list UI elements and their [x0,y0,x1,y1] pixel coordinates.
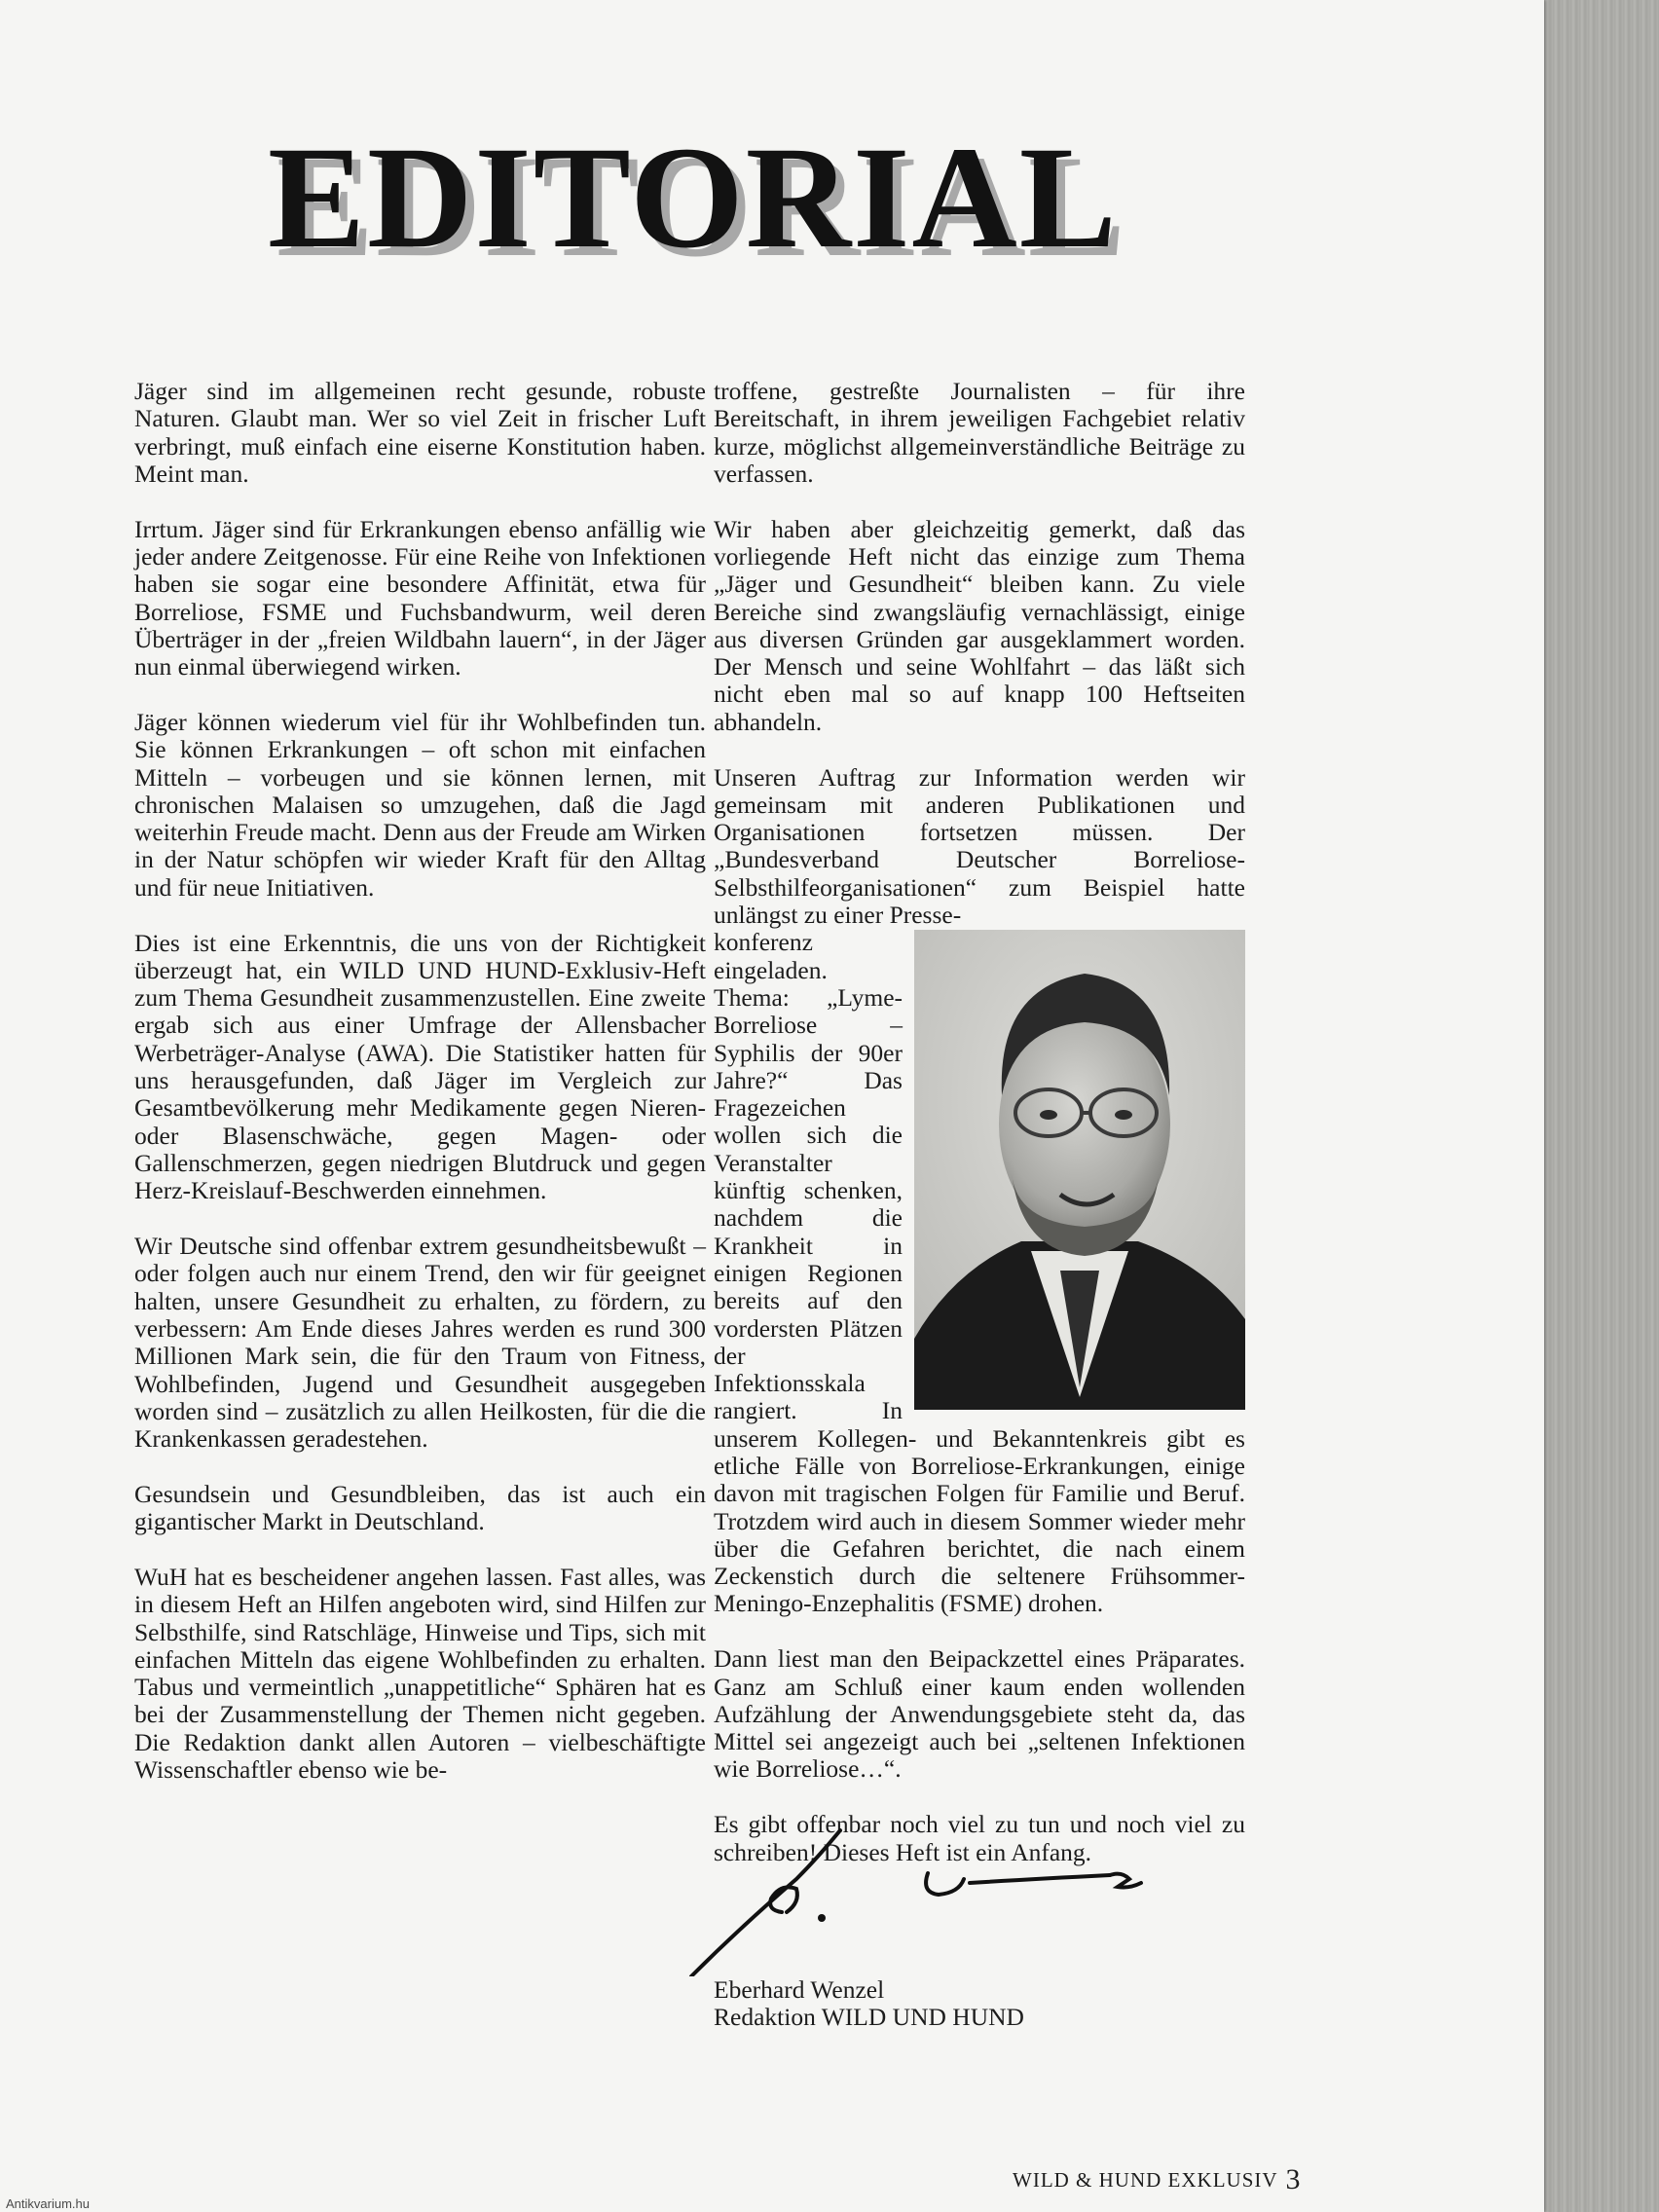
author-name: Eberhard Wenzel [714,1975,885,2004]
signature-block [682,1821,1207,2032]
watermark: Antikvarium.hu [6,2196,90,2211]
footer-magazine-name: WILD & HUND EXKLUSIV [1013,2168,1278,2192]
right-paragraph-5: Es gibt offenbar noch viel zu tun und noch viel zu schreiben! Dieses Heft ist ein Anfang. [714,1810,1245,1866]
right-column [714,378,1245,1894]
left-paragraph-1: Jäger sind im allgemeinen recht gesunde, robuste Naturen. Glaubt man. Wer so viel Zeit in frischer Luft verbringt, muß einfach eine eiserne Konstitution haben. Meint man. [134,377,706,488]
right-paragraph-1: troffene, gestreßte Journalisten – für ihre Bereitschaft, in ihrem jeweiligen Fachgebiet relativ kurze, möglichst allgemeinverständliche Beiträge zu verfassen. [714,377,1245,488]
page-edge [1544,0,1659,2212]
page-footer [1013,2163,1302,2196]
left-paragraph-6: Gesundsein und Gesundbleiben, das ist auch ein gigantischer Markt in Deutschland. [134,1479,706,1536]
page-title: EDITORIAL [268,117,1119,278]
left-paragraph-4: Dies ist eine Erkenntnis, die uns von der Richtigkeit überzeugt hat, ein WILD UND HUND-Exklusiv-Heft zum Thema Gesundheit zusammenzustellen. Eine zweite ergab sich aus einer Umfrage der Allensbacher Werbeträger-Analyse (AWA). Die Statistiker hatten für uns herausgefunden, daß Jäger im Vergleich zur Gesamtbevölkerung mehr Medikamente gegen Nieren- oder Blasenschwäche, gegen Magen- oder Gallenschmerzen, gegen niedrigen Blutdruck und gegen Herz-Kreislauf-Beschwerden einnehmen. [134,928,706,1205]
right-paragraph-2: Wir haben aber gleichzeitig gemerkt, daß das vorliegende Heft nicht das einzige zum Thema „Jäger und Gesundheit“ bleiben kann. Zu viele Bereiche sind zwangsläufig vernachlässigt, einige aus diversen Gründen gar ausgeklammert worden. Der Mensch und seine Wohlfahrt – das läßt sich nicht eben mal so auf knapp 100 Heftseiten abhandeln. [714,514,1245,736]
left-paragraph-2: Irrtum. Jäger sind für Erkrankungen ebenso anfällig wie jeder andere Zeitgenosse. Für eine Reihe von Infektionen haben sie sogar eine besondere Affinität, etwa für Borreliose, FSME und Fuchsbandwurm, weil deren Überträger in der „freien Wildbahn lauern“, in der Jäger nun einmal überwiegend wirken. [134,514,706,682]
left-paragraph-7: WuH hat es bescheidener angehen lassen. Fast alles, was in diesem Heft an Hilfen angeboten wird, sind Hilfen zur Selbsthilfe, sind Ratschläge, Hinweise und Tips, sich mit einfachen Mitteln das eigene Wohlbefinden zu erhalten. Tabus und vermeintlich „unappetitliche“ Sphären hat es bei der Zusammenstellung der Themen nicht gegeben. Die Redaktion dankt allen Autoren – vielbeschäftigte Wissenschaftler ebenso wie be- [134,1562,706,1785]
right-paragraph-3a: Unseren Auftrag zur Information werden wir gemeinsam mit anderen Publikationen und Organisationen fortsetzen müssen. Der „Bundesverband Deutscher Borreliose-Selbsthilfeorganisationen“ zum Beispiel hatte unlängst zu einer Presse- [714,762,1245,930]
right-paragraph-3b: konferenz eingeladen. Thema: „Lyme-Borreliose – Syphilis der 90er Jahre?“ Das Fragezeichen wollen sich die Veranstalter künftig schenken, nachdem die Krankheit in einigen Regionen bereits auf den vordersten Plätzen der Infektionsskala rangiert. In unserem Kollegen- und Bekanntenkreis gibt es etliche Fälle von Borreliose-Erkrankungen, einige davon mit tragischen Folgen für Familie und Beruf. Trotzdem wird auch in diesem Sommer wieder mehr über die Gefahren berichtet, die nach einem Zeckenstich durch die seltenere Frühsommer-Meningo-Enzephalitis (FSME) drohen. [714,928,1245,1618]
handwritten-signature [682,1821,1207,1976]
author-role: Redaktion WILD UND HUND [714,2003,1024,2032]
left-paragraph-3: Jäger können wiederum viel für ihr Wohlbefinden tun. Sie können Erkrankungen – oft schon mit einfachen Mitteln – vorbeugen und sie können lernen, mit chronischen Malaisen so umzugehen, daß die Jagd weiterhin Freude macht. Denn aus der Freude am Wirken in der Natur schöpfen wir wieder Kraft für den Alltag und für neue Initiativen. [134,707,706,902]
page-number: 3 [1285,2163,1302,2195]
right-paragraph-4: Dann liest man den Beipackzettel eines Präparates. Ganz am Schluß einer kaum enden wollenden Aufzählung der Anwendungsgebiete steht da, das Mittel sei angezeigt auch bei „seltenen Infektionen wie Borreliose…“. [714,1644,1245,1784]
portrait-photo-image [914,930,1245,1410]
signature-caption [714,1976,1024,2032]
left-paragraph-5: Wir Deutsche sind offenbar extrem gesundheitsbewußt – oder folgen auch nur einem Trend, den wir für geeignet halten, unsere Gesundheit zu erhalten, zu fördern, zu verbessern: Am Ende dieses Jahres werden es rund 300 Millionen Mark sein, die für den Traum von Fitness, Wohlbefinden, Jugend und Gesundheit ausgegeben worden sind – zusätzlich zu allen Heilkosten, für die die Krankenkassen geradestehen. [134,1232,706,1454]
author-portrait [914,930,1245,1410]
left-column [134,378,706,1812]
